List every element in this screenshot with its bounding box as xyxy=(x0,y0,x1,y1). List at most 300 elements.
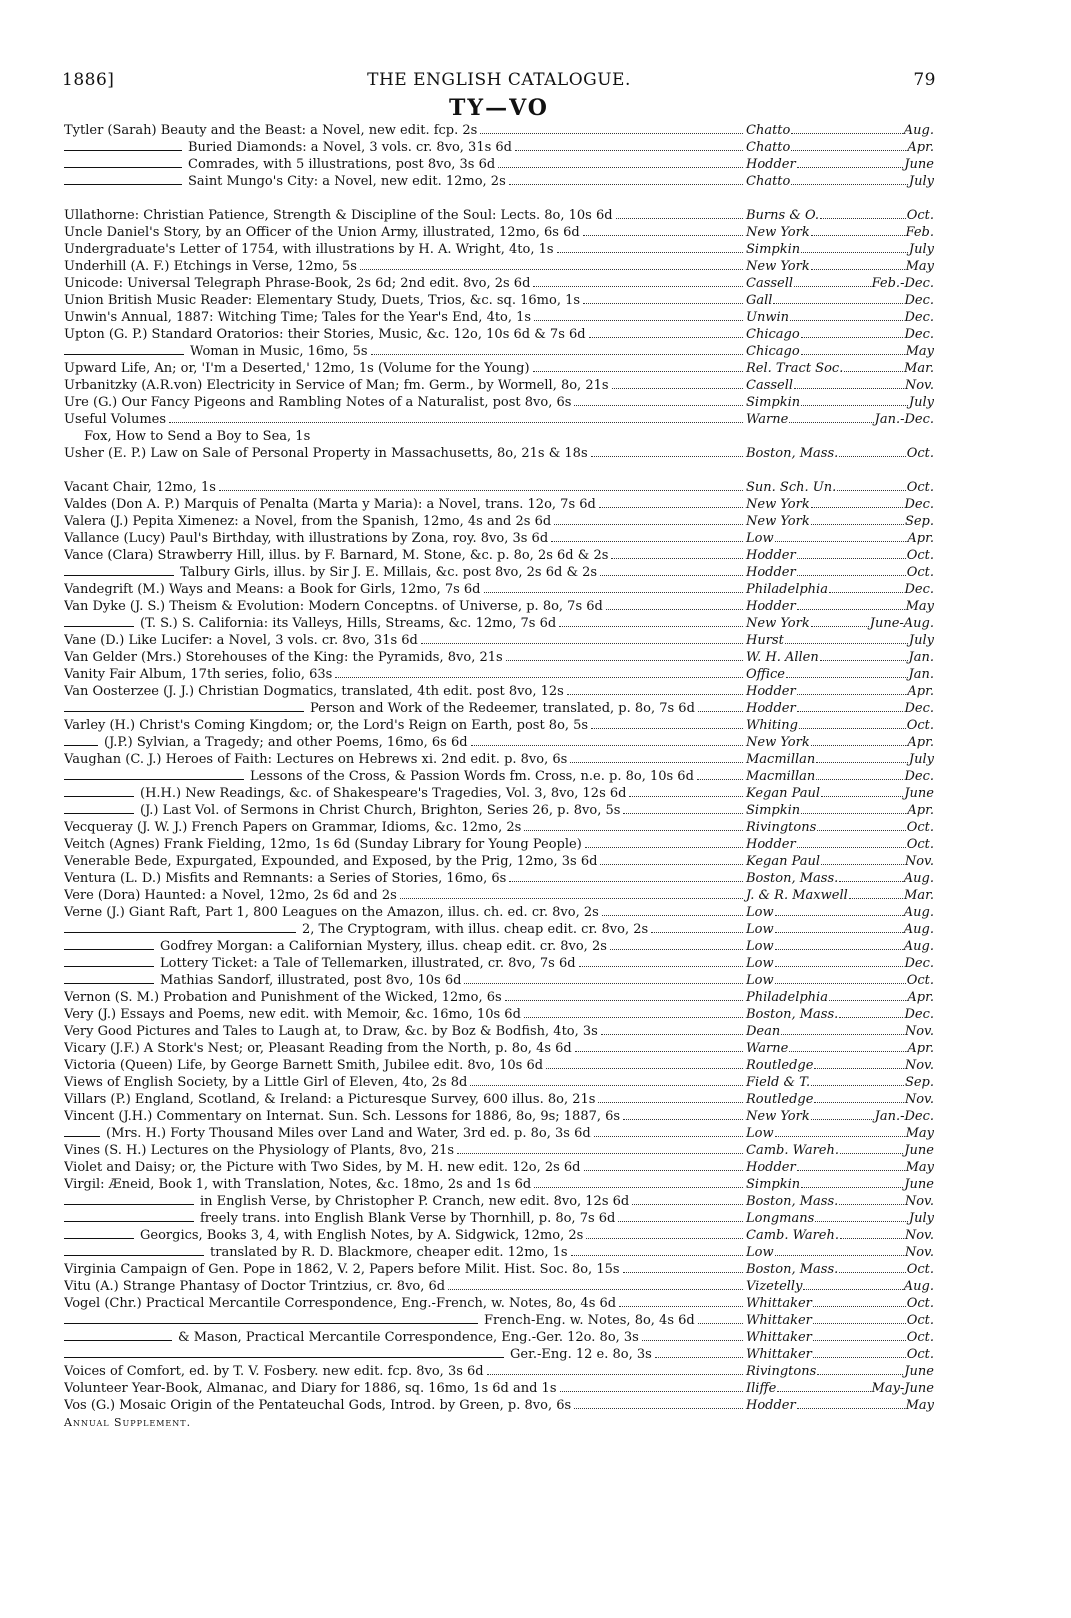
leader-dots xyxy=(797,564,906,576)
entry-date: June xyxy=(904,786,934,801)
publisher-date xyxy=(746,921,934,938)
catalogue-entry xyxy=(64,972,934,989)
publisher-date xyxy=(746,241,934,258)
entry-publisher: Simpkin xyxy=(746,1177,801,1192)
leader-dots xyxy=(813,1312,906,1324)
entry-date: Apr. xyxy=(907,990,934,1005)
entry-title: Valdes (Don A. P.) Marquis of Penalta (Marta y Maria): a Novel, trans. 12o, 7s 6d xyxy=(64,497,596,512)
entry-publisher: Vizetelly xyxy=(746,1279,803,1294)
entry-publisher: Routledge xyxy=(746,1058,814,1073)
leader-dots xyxy=(484,581,744,593)
catalogue-entry xyxy=(64,1261,934,1278)
entry-title: Tytler (Sarah) Beauty and the Beast: a Novel, new edit. fcp. 2s xyxy=(64,123,478,138)
publisher-date xyxy=(746,768,934,785)
leader-dots xyxy=(464,972,743,984)
entry-date: Aug. xyxy=(903,922,934,937)
entry-title: Useful Volumes xyxy=(64,412,167,427)
entry-publisher: Hodder xyxy=(746,548,796,563)
leader-dots xyxy=(775,972,906,984)
leader-dots xyxy=(801,802,906,814)
publisher-date xyxy=(746,1125,934,1142)
entry-date: July xyxy=(908,395,934,410)
leader-dots xyxy=(534,1176,743,1188)
leader-dots xyxy=(642,1329,743,1341)
entry-publisher: Low xyxy=(746,956,774,971)
entry-date: May xyxy=(905,599,934,614)
leader-dots xyxy=(360,258,743,270)
entry-date: May xyxy=(905,1126,934,1141)
publisher-date xyxy=(746,1074,934,1091)
entry-date: July xyxy=(908,752,934,767)
entry-publisher: Warne xyxy=(746,412,789,427)
publisher-date xyxy=(746,1210,934,1227)
catalogue-entry xyxy=(64,683,934,700)
entry-date: July xyxy=(908,1211,934,1226)
leader-dots xyxy=(775,1125,905,1137)
entry-date: Dec. xyxy=(904,701,934,716)
entry-title: Van Gelder (Mrs.) Storehouses of the King: the Pyramids, 8vo, 21s xyxy=(64,650,503,665)
leader-dots xyxy=(371,343,743,355)
entry-publisher: New York xyxy=(746,514,810,529)
catalogue-entry xyxy=(64,717,934,734)
entry-title: Van Dyke (J. S.) Theism & Evolution: Modern Conceptns. of Universe, p. 8o, 7s 6d xyxy=(64,599,603,614)
catalogue-entry xyxy=(64,1329,934,1346)
entry-date: Mar. xyxy=(904,888,934,903)
leader-dots xyxy=(839,1006,903,1018)
catalogue-entry xyxy=(64,1074,934,1091)
publisher-date xyxy=(746,683,934,700)
catalogue-entry xyxy=(64,1125,934,1142)
entry-date: Sep. xyxy=(904,514,934,529)
leader-dots xyxy=(811,496,904,508)
entry-date: Oct. xyxy=(906,1262,934,1277)
leader-dots xyxy=(583,292,743,304)
leader-dots xyxy=(574,394,743,406)
entry-title: Fox, How to Send a Boy to Sea, 1s xyxy=(84,429,311,444)
leader-dots xyxy=(515,139,743,151)
entry-title: Upward Life, An; or, 'I'm a Deserted,' 12mo, 1s (Volume for the Young) xyxy=(64,361,530,376)
entry-title: (J.P.) Sylvian, a Tragedy; and other Poems, 16mo, 6s 6d xyxy=(104,735,468,750)
leader-dots xyxy=(559,615,743,627)
publisher-date xyxy=(746,1176,934,1193)
ditto-rule xyxy=(64,940,154,950)
leader-dots xyxy=(844,360,903,372)
header-title: THE ENGLISH CATALOGUE. xyxy=(367,70,631,90)
catalogue-entry xyxy=(64,819,934,836)
entry-date: June xyxy=(904,1177,934,1192)
leader-dots xyxy=(651,921,743,933)
leader-dots xyxy=(533,360,743,372)
ditto-rule xyxy=(64,1314,478,1324)
entry-title: Vance (Clara) Strawberry Hill, illus. by F. Barnard, M. Stone, &c. p. 8o, 2s 6d & 2s xyxy=(64,548,609,563)
leader-dots xyxy=(506,649,743,661)
entry-date: Aug. xyxy=(903,871,934,886)
entry-date: Dec. xyxy=(904,497,934,512)
ditto-rule xyxy=(64,787,134,797)
leader-dots xyxy=(794,275,871,287)
entry-publisher: Field & T. xyxy=(746,1075,811,1090)
catalogue-entry xyxy=(64,904,934,921)
leader-dots xyxy=(821,785,903,797)
catalogue-entry xyxy=(64,1397,934,1414)
entry-date: Jan. xyxy=(908,650,934,665)
leader-dots xyxy=(600,564,743,576)
entry-date: May-June xyxy=(871,1381,934,1396)
leader-dots xyxy=(570,751,743,763)
leader-dots xyxy=(509,870,743,882)
entry-title: Undergraduate's Letter of 1754, with illustrations by H. A. Wright, 4to, 1s xyxy=(64,242,554,257)
publisher-date xyxy=(746,819,934,836)
catalogue-entry xyxy=(64,938,934,955)
leader-dots xyxy=(840,1142,903,1154)
leader-dots xyxy=(791,122,902,134)
leader-dots xyxy=(421,632,743,644)
publisher-date xyxy=(746,1380,934,1397)
publisher-date xyxy=(746,139,934,156)
catalogue-entry xyxy=(64,513,934,530)
ditto-rule xyxy=(64,736,98,746)
entry-date: Oct. xyxy=(906,480,934,495)
entry-publisher: Rivingtons xyxy=(746,820,817,835)
entry-title: Union British Music Reader: Elementary Study, Duets, Trios, &c. sq. 16mo, 1s xyxy=(64,293,581,308)
entry-date: Nov. xyxy=(904,1228,934,1243)
entry-publisher: Boston, Mass. xyxy=(746,1262,839,1277)
leader-dots xyxy=(811,258,905,270)
publisher-date xyxy=(746,156,934,173)
catalogue-entry xyxy=(64,394,934,411)
leader-dots xyxy=(775,921,903,933)
leader-dots xyxy=(791,173,908,185)
leader-dots xyxy=(849,887,903,899)
entry-publisher: W. H. Allen xyxy=(746,650,819,665)
leader-dots xyxy=(801,326,904,338)
leader-dots xyxy=(632,1193,743,1205)
entry-publisher: Burns & O. xyxy=(746,208,820,223)
publisher-date xyxy=(746,547,934,564)
leader-dots xyxy=(801,343,905,355)
leader-dots xyxy=(814,1091,903,1103)
publisher-date xyxy=(746,989,934,1006)
entry-date: Aug. xyxy=(903,905,934,920)
entry-date: Nov. xyxy=(904,1058,934,1073)
entry-title: Urbanitzky (A.R.von) Electricity in Service of Man; fm. Germ., by Wormell, 8o, 21s xyxy=(64,378,609,393)
catalogue-entry xyxy=(64,649,934,666)
catalogue-entry xyxy=(64,547,934,564)
leader-dots xyxy=(829,989,906,1001)
catalogue-entry xyxy=(64,292,934,309)
catalogue-entry xyxy=(64,445,934,462)
entry-date: May xyxy=(905,1398,934,1413)
leader-dots xyxy=(797,700,904,712)
catalogue-entry xyxy=(64,1057,934,1074)
entry-date: Oct. xyxy=(906,1313,934,1328)
entry-date: May xyxy=(905,1160,934,1175)
entry-publisher: Hodder xyxy=(746,157,796,172)
publisher-date xyxy=(746,275,934,292)
leader-dots xyxy=(584,1159,744,1171)
entry-date: Dec. xyxy=(904,582,934,597)
entry-date: Dec. xyxy=(904,310,934,325)
leader-dots xyxy=(816,751,908,763)
ditto-rule xyxy=(64,1195,194,1205)
entry-publisher: Routledge xyxy=(746,1092,814,1107)
entry-publisher: Camb. Wareh. xyxy=(746,1143,840,1158)
publisher-date xyxy=(746,836,934,853)
entry-publisher: Macmillan xyxy=(746,769,816,784)
catalogue-entry xyxy=(64,1108,934,1125)
catalogue-entry xyxy=(64,802,934,819)
entry-title: Violet and Daisy; or, the Picture with Two Sides, by M. H. new edit. 12o, 2s 6d xyxy=(64,1160,581,1175)
leader-dots xyxy=(457,1142,743,1154)
entry-date: Sep. xyxy=(904,1075,934,1090)
leader-dots xyxy=(814,1057,903,1069)
catalogue-entry xyxy=(64,1193,934,1210)
entry-publisher: Camb. Wareh. xyxy=(746,1228,840,1243)
ditto-rule xyxy=(64,770,244,780)
leader-dots xyxy=(610,938,743,950)
entry-date: July xyxy=(908,174,934,189)
leader-dots xyxy=(601,1023,743,1035)
publisher-date xyxy=(746,1363,934,1380)
publisher-date xyxy=(746,1006,934,1023)
entry-title: Vernon (S. M.) Probation and Punishment of the Wicked, 12mo, 6s xyxy=(64,990,502,1005)
leader-dots xyxy=(811,513,904,525)
entry-title: Vere (Dora) Haunted: a Novel, 12mo, 2s 6d and 2s xyxy=(64,888,397,903)
ditto-rule xyxy=(64,1331,172,1341)
entry-publisher: Boston, Mass. xyxy=(746,446,839,461)
entry-date: Nov. xyxy=(904,378,934,393)
publisher-date xyxy=(746,1227,934,1244)
ditto-rule xyxy=(64,158,182,168)
leader-dots xyxy=(574,1397,743,1409)
ditto-rule xyxy=(64,566,174,576)
catalogue-entry xyxy=(64,428,934,445)
publisher-date xyxy=(746,394,934,411)
publisher-date xyxy=(746,598,934,615)
entry-date: Oct. xyxy=(906,820,934,835)
entry-title: Victoria (Queen) Life, by George Barnett Smith, Jubilee edit. 8vo, 10s 6d xyxy=(64,1058,544,1073)
leader-dots xyxy=(789,411,873,423)
leader-dots xyxy=(594,1125,743,1137)
publisher-date xyxy=(746,343,934,360)
entry-title: Valera (J.) Pepita Ximenez: a Novel, from the Spanish, 12mo, 4s and 2s 6d xyxy=(64,514,552,529)
entry-publisher: Low xyxy=(746,531,774,546)
catalogue-entry xyxy=(64,870,934,887)
page-number: 79 xyxy=(913,70,936,90)
entry-title: (T. S.) S. California: its Valleys, Hills, Streams, &c. 12mo, 7s 6d xyxy=(140,616,557,631)
publisher-date xyxy=(746,1159,934,1176)
entry-publisher: Whittaker xyxy=(746,1330,812,1345)
entry-date: Aug. xyxy=(903,939,934,954)
publisher-date xyxy=(746,632,934,649)
page-header xyxy=(64,70,934,96)
entry-title: Verne (J.) Giant Raft, Part 1, 800 Leagues on the Amazon, illus. ch. ed. cr. 8vo, 2s xyxy=(64,905,599,920)
leader-dots xyxy=(786,666,908,678)
entry-date: June xyxy=(904,157,934,172)
entry-publisher: Iliffe xyxy=(746,1381,777,1396)
leader-dots xyxy=(821,853,904,865)
entry-publisher: Boston, Mass. xyxy=(746,871,839,886)
leader-dots xyxy=(773,292,903,304)
leader-dots xyxy=(470,1074,743,1086)
ditto-rule xyxy=(64,702,304,712)
publisher-date xyxy=(746,1108,934,1125)
entry-title: (H.H.) New Readings, &c. of Shakespeare's Tragedies, Vol. 3, 8vo, 12s 6d xyxy=(140,786,627,801)
entry-publisher: Boston, Mass. xyxy=(746,1007,839,1022)
entry-publisher: New York xyxy=(746,225,810,240)
entry-title: Volunteer Year-Book, Almanac, and Diary for 1886, sq. 16mo, 1s 6d and 1s xyxy=(64,1381,557,1396)
publisher-date xyxy=(746,1261,934,1278)
entry-publisher: Simpkin xyxy=(746,242,801,257)
entry-publisher: Hodder xyxy=(746,1398,796,1413)
entry-title: freely trans. into English Blank Verse by Thornhill, p. 8o, 7s 6d xyxy=(200,1211,616,1226)
ditto-rule xyxy=(64,957,154,967)
publisher-date xyxy=(746,853,934,870)
catalogue-entry xyxy=(64,1006,934,1023)
leader-dots xyxy=(509,173,743,185)
leader-dots xyxy=(789,1040,906,1052)
leader-dots xyxy=(816,768,903,780)
publisher-date xyxy=(746,1023,934,1040)
entry-publisher: J. & R. Maxwell xyxy=(746,888,848,903)
entry-publisher: Boston, Mass. xyxy=(746,1194,839,1209)
catalogue-entry xyxy=(64,1380,934,1397)
leader-dots xyxy=(571,1244,743,1256)
entry-date: Oct. xyxy=(906,973,934,988)
publisher-date xyxy=(746,1295,934,1312)
entry-date: Dec. xyxy=(904,327,934,342)
entry-publisher: Whiting xyxy=(746,718,798,733)
leader-dots xyxy=(775,955,904,967)
catalogue-entry xyxy=(64,632,934,649)
entry-publisher: Chicago xyxy=(746,344,800,359)
publisher-date xyxy=(746,717,934,734)
leader-dots xyxy=(599,496,743,508)
publisher-date xyxy=(746,955,934,972)
entry-publisher: Hurst xyxy=(746,633,784,648)
leader-dots xyxy=(448,1278,743,1290)
leader-dots xyxy=(524,1006,743,1018)
entry-title: Veitch (Agnes) Frank Fielding, 12mo, 1s 6d (Sunday Library for Young People) xyxy=(64,837,582,852)
publisher-date xyxy=(746,1040,934,1057)
entry-date: Jan. xyxy=(908,667,934,682)
catalogue-entry xyxy=(64,343,934,360)
leader-dots xyxy=(606,598,743,610)
leader-dots xyxy=(813,1295,906,1307)
leader-dots xyxy=(775,530,907,542)
publisher-date xyxy=(746,122,934,139)
catalogue-entry xyxy=(64,564,934,581)
publisher-date xyxy=(746,870,934,887)
entry-title: French-Eng. w. Notes, 8o, 4s 6d xyxy=(484,1313,695,1328)
entry-publisher: Rel. Tract Soc. xyxy=(746,361,844,376)
leader-dots xyxy=(797,1159,905,1171)
leader-dots xyxy=(840,1227,904,1239)
entry-title: Mathias Sandorf, illustrated, post 8vo, 10s 6d xyxy=(160,973,462,988)
leader-dots xyxy=(791,139,906,151)
entry-title: Vandegrift (M.) Ways and Means: a Book for Girls, 12mo, 7s 6d xyxy=(64,582,481,597)
publisher-date xyxy=(746,649,934,666)
catalogue-entry xyxy=(64,224,934,241)
leader-dots xyxy=(480,122,743,134)
entry-publisher: Hodder xyxy=(746,599,796,614)
entry-title: Vogel (Chr.) Practical Mercantile Correspondence, Eng.-French, w. Notes, 8o, 4s 6d xyxy=(64,1296,617,1311)
catalogue-entry xyxy=(64,377,934,394)
catalogue-entry xyxy=(64,1023,934,1040)
entry-publisher: Hodder xyxy=(746,837,796,852)
entry-date: Dec. xyxy=(904,1007,934,1022)
entry-publisher: Philadelphia xyxy=(746,990,828,1005)
publisher-date xyxy=(746,666,934,683)
leader-dots xyxy=(817,819,905,831)
entry-publisher: Hodder xyxy=(746,1160,796,1175)
ditto-rule xyxy=(64,804,134,814)
entry-publisher: New York xyxy=(746,735,810,750)
section-gap xyxy=(64,190,934,207)
catalogue-entry xyxy=(64,1142,934,1159)
ditto-rule xyxy=(64,974,154,984)
catalogue-entry xyxy=(64,853,934,870)
entry-date: Oct. xyxy=(906,718,934,733)
entry-title: Unwin's Annual, 1887: Witching Time; Tales for the Year's End, 4to, 1s xyxy=(64,310,532,325)
catalogue-entry xyxy=(64,207,934,224)
leader-dots xyxy=(533,275,743,287)
catalogue-entry xyxy=(64,1091,934,1108)
entry-publisher: Cassell xyxy=(746,378,794,393)
entry-publisher: Low xyxy=(746,922,774,937)
catalogue-page xyxy=(64,70,934,1429)
leader-dots xyxy=(839,1261,905,1273)
entry-title: Virgil: Æneid, Book 1, with Translation, Notes, &c. 18mo, 2s and 1s 6d xyxy=(64,1177,532,1192)
ditto-rule xyxy=(64,923,296,933)
entry-title: Vines (S. H.) Lectures on the Physiology of Plants, 8vo, 21s xyxy=(64,1143,455,1158)
catalogue-entry xyxy=(64,173,934,190)
entry-title: Ger.-Eng. 12 e. 8o, 3s xyxy=(510,1347,652,1362)
leader-dots xyxy=(219,479,743,491)
catalogue-entry xyxy=(64,530,934,547)
entry-title: Ventura (L. D.) Misfits and Remnants: a Series of Stories, 16mo, 6s xyxy=(64,871,507,886)
entry-title: Georgics, Books 3, 4, with English Notes, by A. Sidgwick, 12mo, 2s xyxy=(140,1228,584,1243)
publisher-date xyxy=(746,326,934,343)
entry-publisher: Whittaker xyxy=(746,1347,812,1362)
leader-dots xyxy=(790,309,903,321)
leader-dots xyxy=(400,887,743,899)
entry-title: Buried Diamonds: a Novel, 3 vols. cr. 8vo, 31s 6d xyxy=(188,140,512,155)
publisher-date xyxy=(746,1091,934,1108)
entry-title: Vecqueray (J. W. J.) French Papers on Grammar, Idioms, &c. 12mo, 2s xyxy=(64,820,522,835)
leader-dots xyxy=(579,955,743,967)
entry-date: Nov. xyxy=(904,1194,934,1209)
entry-title: Vos (G.) Mosaic Origin of the Pentateuchal Gods, Introd. by Green, p. 8vo, 6s xyxy=(64,1398,572,1413)
entry-publisher: Kegan Paul xyxy=(746,854,821,869)
entry-title: Lottery Ticket: a Tale of Tellemarken, illustrated, cr. 8vo, 7s 6d xyxy=(160,956,576,971)
leader-dots xyxy=(623,1261,743,1273)
leader-dots xyxy=(612,377,743,389)
entry-date: Oct. xyxy=(906,1296,934,1311)
leader-dots xyxy=(839,870,903,882)
publisher-date xyxy=(746,972,934,989)
catalogue-entry xyxy=(64,1295,934,1312)
entry-publisher: New York xyxy=(746,259,810,274)
entry-publisher: Whittaker xyxy=(746,1296,812,1311)
publisher-date xyxy=(746,1312,934,1329)
leader-dots xyxy=(837,479,906,491)
entry-title: Comrades, with 5 illustrations, post 8vo, 3s 6d xyxy=(188,157,496,172)
ditto-rule xyxy=(64,1246,204,1256)
catalogue-entry xyxy=(64,581,934,598)
catalogue-entry xyxy=(64,258,934,275)
leader-dots xyxy=(811,224,905,236)
